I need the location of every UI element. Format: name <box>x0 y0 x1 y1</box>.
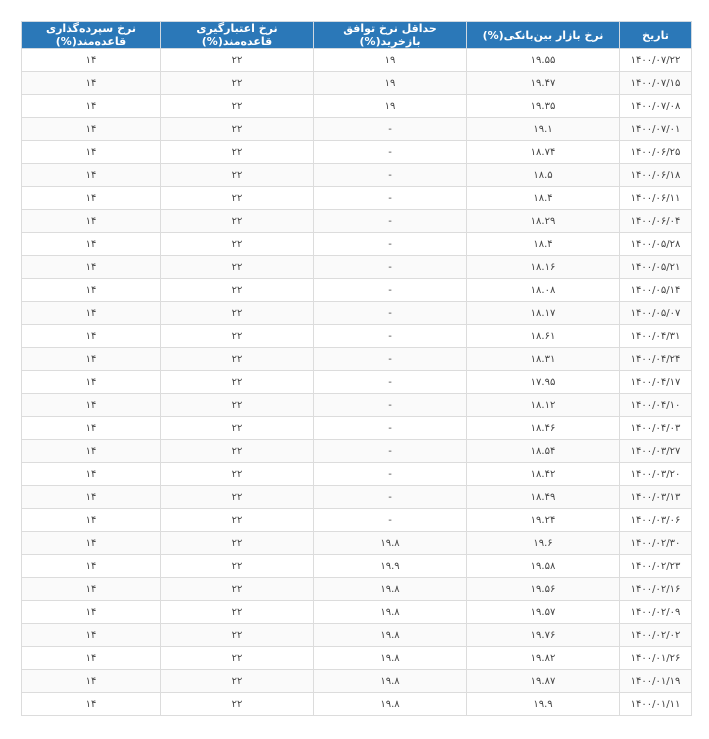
table-row <box>22 95 692 118</box>
cell-interbank-rate: ۱۷.۹۵ <box>467 371 620 394</box>
cell-credit-facility-rate: ۲۲ <box>161 141 314 164</box>
cell-date: ۱۴۰۰/۰۳/۲۷ <box>620 440 692 463</box>
cell-date: ۱۴۰۰/۰۶/۱۱ <box>620 187 692 210</box>
cell-interbank-rate: ۱۹.۸۲ <box>467 647 620 670</box>
table-body <box>22 49 692 716</box>
cell-min-repo-rate: ۱۹.۸ <box>314 578 467 601</box>
table-row <box>22 141 692 164</box>
cell-min-repo-rate: - <box>314 118 467 141</box>
table-row <box>22 440 692 463</box>
header-min-repo-rate[interactable]: حداقل نرخ توافق بازخرید(%) <box>314 22 467 49</box>
cell-interbank-rate: ۱۸.۳۱ <box>467 348 620 371</box>
cell-credit-facility-rate: ۲۲ <box>161 693 314 716</box>
cell-min-repo-rate: ۱۹.۹ <box>314 555 467 578</box>
table-row <box>22 233 692 256</box>
table-row <box>22 325 692 348</box>
table-row <box>22 601 692 624</box>
cell-min-repo-rate: ۱۹ <box>314 95 467 118</box>
cell-date: ۱۴۰۰/۰۱/۱۱ <box>620 693 692 716</box>
cell-deposit-facility-rate: ۱۴ <box>22 325 161 348</box>
cell-deposit-facility-rate: ۱۴ <box>22 371 161 394</box>
table-row <box>22 578 692 601</box>
cell-interbank-rate: ۱۹.۵۸ <box>467 555 620 578</box>
cell-credit-facility-rate: ۲۲ <box>161 233 314 256</box>
cell-date: ۱۴۰۰/۰۴/۲۴ <box>620 348 692 371</box>
cell-credit-facility-rate: ۲۲ <box>161 118 314 141</box>
cell-deposit-facility-rate: ۱۴ <box>22 486 161 509</box>
cell-date: ۱۴۰۰/۰۳/۱۳ <box>620 486 692 509</box>
table-row <box>22 49 692 72</box>
table-row <box>22 164 692 187</box>
cell-interbank-rate: ۱۸.۲۹ <box>467 210 620 233</box>
table-row <box>22 693 692 716</box>
cell-deposit-facility-rate: ۱۴ <box>22 348 161 371</box>
cell-deposit-facility-rate: ۱۴ <box>22 463 161 486</box>
cell-interbank-rate: ۱۸.۰۸ <box>467 279 620 302</box>
cell-deposit-facility-rate: ۱۴ <box>22 95 161 118</box>
cell-deposit-facility-rate: ۱۴ <box>22 647 161 670</box>
cell-credit-facility-rate: ۲۲ <box>161 670 314 693</box>
cell-interbank-rate: ۱۸.۴۶ <box>467 417 620 440</box>
cell-interbank-rate: ۱۹.۵۷ <box>467 601 620 624</box>
cell-credit-facility-rate: ۲۲ <box>161 624 314 647</box>
cell-credit-facility-rate: ۲۲ <box>161 210 314 233</box>
cell-date: ۱۴۰۰/۰۷/۰۸ <box>620 95 692 118</box>
cell-min-repo-rate: - <box>314 486 467 509</box>
cell-credit-facility-rate: ۲۲ <box>161 647 314 670</box>
cell-interbank-rate: ۱۹.۷۶ <box>467 624 620 647</box>
cell-date: ۱۴۰۰/۰۵/۰۷ <box>620 302 692 325</box>
cell-interbank-rate: ۱۹.۱ <box>467 118 620 141</box>
cell-interbank-rate: ۱۹.۲۴ <box>467 509 620 532</box>
rates-table-container <box>21 21 691 716</box>
cell-min-repo-rate: - <box>314 325 467 348</box>
cell-date: ۱۴۰۰/۰۴/۳۱ <box>620 325 692 348</box>
cell-credit-facility-rate: ۲۲ <box>161 72 314 95</box>
rates-table <box>21 21 692 716</box>
table-row <box>22 532 692 555</box>
cell-min-repo-rate: - <box>314 440 467 463</box>
header-date[interactable]: تاریخ <box>620 22 692 49</box>
cell-date: ۱۴۰۰/۰۴/۱۰ <box>620 394 692 417</box>
table-row <box>22 302 692 325</box>
cell-deposit-facility-rate: ۱۴ <box>22 578 161 601</box>
cell-credit-facility-rate: ۲۲ <box>161 279 314 302</box>
table-row <box>22 118 692 141</box>
cell-min-repo-rate: - <box>314 279 467 302</box>
cell-interbank-rate: ۱۹.۶ <box>467 532 620 555</box>
cell-credit-facility-rate: ۲۲ <box>161 302 314 325</box>
cell-date: ۱۴۰۰/۰۲/۰۲ <box>620 624 692 647</box>
table-row <box>22 417 692 440</box>
cell-date: ۱۴۰۰/۰۷/۲۲ <box>620 49 692 72</box>
table-row <box>22 463 692 486</box>
cell-credit-facility-rate: ۲۲ <box>161 578 314 601</box>
cell-min-repo-rate: - <box>314 394 467 417</box>
cell-deposit-facility-rate: ۱۴ <box>22 670 161 693</box>
cell-interbank-rate: ۱۸.۱۲ <box>467 394 620 417</box>
cell-date: ۱۴۰۰/۰۷/۱۵ <box>620 72 692 95</box>
cell-credit-facility-rate: ۲۲ <box>161 348 314 371</box>
table-row <box>22 256 692 279</box>
cell-deposit-facility-rate: ۱۴ <box>22 164 161 187</box>
table-row <box>22 348 692 371</box>
cell-date: ۱۴۰۰/۰۶/۲۵ <box>620 141 692 164</box>
cell-deposit-facility-rate: ۱۴ <box>22 509 161 532</box>
cell-min-repo-rate: ۱۹ <box>314 72 467 95</box>
cell-interbank-rate: ۱۸.۷۴ <box>467 141 620 164</box>
header-interbank-rate[interactable]: نرخ بازار بین‌بانکی(%) <box>467 22 620 49</box>
cell-credit-facility-rate: ۲۲ <box>161 532 314 555</box>
cell-credit-facility-rate: ۲۲ <box>161 95 314 118</box>
cell-interbank-rate: ۱۸.۴۹ <box>467 486 620 509</box>
table-row <box>22 509 692 532</box>
cell-deposit-facility-rate: ۱۴ <box>22 601 161 624</box>
cell-min-repo-rate: - <box>314 509 467 532</box>
cell-deposit-facility-rate: ۱۴ <box>22 693 161 716</box>
table-row <box>22 210 692 233</box>
cell-deposit-facility-rate: ۱۴ <box>22 49 161 72</box>
cell-deposit-facility-rate: ۱۴ <box>22 532 161 555</box>
cell-min-repo-rate: ۱۹.۸ <box>314 624 467 647</box>
cell-interbank-rate: ۱۹.۴۷ <box>467 72 620 95</box>
cell-deposit-facility-rate: ۱۴ <box>22 210 161 233</box>
cell-min-repo-rate: - <box>314 256 467 279</box>
cell-date: ۱۴۰۰/۰۱/۲۶ <box>620 647 692 670</box>
cell-min-repo-rate: - <box>314 302 467 325</box>
cell-credit-facility-rate: ۲۲ <box>161 440 314 463</box>
cell-min-repo-rate: ۱۹.۸ <box>314 601 467 624</box>
table-row <box>22 624 692 647</box>
cell-credit-facility-rate: ۲۲ <box>161 371 314 394</box>
cell-date: ۱۴۰۰/۰۷/۰۱ <box>620 118 692 141</box>
cell-min-repo-rate: - <box>314 164 467 187</box>
cell-credit-facility-rate: ۲۲ <box>161 601 314 624</box>
cell-deposit-facility-rate: ۱۴ <box>22 233 161 256</box>
cell-deposit-facility-rate: ۱۴ <box>22 302 161 325</box>
cell-interbank-rate: ۱۸.۱۶ <box>467 256 620 279</box>
cell-date: ۱۴۰۰/۰۴/۰۳ <box>620 417 692 440</box>
cell-deposit-facility-rate: ۱۴ <box>22 256 161 279</box>
cell-interbank-rate: ۱۸.۴ <box>467 187 620 210</box>
cell-date: ۱۴۰۰/۰۴/۱۷ <box>620 371 692 394</box>
cell-date: ۱۴۰۰/۰۵/۲۱ <box>620 256 692 279</box>
cell-credit-facility-rate: ۲۲ <box>161 463 314 486</box>
cell-credit-facility-rate: ۲۲ <box>161 49 314 72</box>
cell-credit-facility-rate: ۲۲ <box>161 417 314 440</box>
table-row <box>22 371 692 394</box>
cell-min-repo-rate: - <box>314 417 467 440</box>
cell-credit-facility-rate: ۲۲ <box>161 486 314 509</box>
cell-credit-facility-rate: ۲۲ <box>161 325 314 348</box>
cell-credit-facility-rate: ۲۲ <box>161 394 314 417</box>
cell-min-repo-rate: ۱۹ <box>314 49 467 72</box>
table-row <box>22 394 692 417</box>
cell-deposit-facility-rate: ۱۴ <box>22 141 161 164</box>
cell-date: ۱۴۰۰/۰۲/۲۳ <box>620 555 692 578</box>
cell-min-repo-rate: ۱۹.۸ <box>314 693 467 716</box>
cell-min-repo-rate: - <box>314 348 467 371</box>
cell-min-repo-rate: - <box>314 187 467 210</box>
table-row <box>22 555 692 578</box>
table-row <box>22 187 692 210</box>
cell-min-repo-rate: - <box>314 210 467 233</box>
cell-interbank-rate: ۱۸.۵ <box>467 164 620 187</box>
cell-date: ۱۴۰۰/۰۶/۰۴ <box>620 210 692 233</box>
cell-interbank-rate: ۱۹.۳۵ <box>467 95 620 118</box>
table-row <box>22 279 692 302</box>
cell-interbank-rate: ۱۸.۱۷ <box>467 302 620 325</box>
cell-date: ۱۴۰۰/۰۲/۱۶ <box>620 578 692 601</box>
cell-deposit-facility-rate: ۱۴ <box>22 417 161 440</box>
cell-date: ۱۴۰۰/۰۳/۰۶ <box>620 509 692 532</box>
cell-min-repo-rate: - <box>314 463 467 486</box>
cell-interbank-rate: ۱۸.۴ <box>467 233 620 256</box>
table-row <box>22 72 692 95</box>
header-credit-facility-rate[interactable]: نرخ اعتبارگیری قاعده‌مند(%) <box>161 22 314 49</box>
cell-deposit-facility-rate: ۱۴ <box>22 394 161 417</box>
cell-deposit-facility-rate: ۱۴ <box>22 279 161 302</box>
cell-credit-facility-rate: ۲۲ <box>161 187 314 210</box>
cell-date: ۱۴۰۰/۰۵/۱۴ <box>620 279 692 302</box>
cell-min-repo-rate: ۱۹.۸ <box>314 670 467 693</box>
cell-date: ۱۴۰۰/۰۱/۱۹ <box>620 670 692 693</box>
cell-credit-facility-rate: ۲۲ <box>161 555 314 578</box>
table-row <box>22 647 692 670</box>
cell-interbank-rate: ۱۹.۵۶ <box>467 578 620 601</box>
cell-deposit-facility-rate: ۱۴ <box>22 440 161 463</box>
cell-deposit-facility-rate: ۱۴ <box>22 555 161 578</box>
cell-deposit-facility-rate: ۱۴ <box>22 624 161 647</box>
table-row <box>22 486 692 509</box>
cell-deposit-facility-rate: ۱۴ <box>22 187 161 210</box>
cell-interbank-rate: ۱۸.۴۲ <box>467 463 620 486</box>
cell-min-repo-rate: - <box>314 233 467 256</box>
cell-credit-facility-rate: ۲۲ <box>161 164 314 187</box>
cell-deposit-facility-rate: ۱۴ <box>22 118 161 141</box>
cell-deposit-facility-rate: ۱۴ <box>22 72 161 95</box>
cell-credit-facility-rate: ۲۲ <box>161 256 314 279</box>
cell-credit-facility-rate: ۲۲ <box>161 509 314 532</box>
cell-min-repo-rate: - <box>314 141 467 164</box>
cell-date: ۱۴۰۰/۰۲/۳۰ <box>620 532 692 555</box>
cell-interbank-rate: ۱۹.۵۵ <box>467 49 620 72</box>
header-deposit-facility-rate[interactable]: نرخ سپرده‌گذاری قاعده‌مند(%) <box>22 22 161 49</box>
header-row <box>22 22 692 49</box>
cell-min-repo-rate: - <box>314 371 467 394</box>
cell-interbank-rate: ۱۸.۶۱ <box>467 325 620 348</box>
cell-interbank-rate: ۱۸.۵۴ <box>467 440 620 463</box>
cell-date: ۱۴۰۰/۰۶/۱۸ <box>620 164 692 187</box>
cell-date: ۱۴۰۰/۰۲/۰۹ <box>620 601 692 624</box>
cell-date: ۱۴۰۰/۰۵/۲۸ <box>620 233 692 256</box>
cell-date: ۱۴۰۰/۰۳/۲۰ <box>620 463 692 486</box>
table-row <box>22 670 692 693</box>
cell-interbank-rate: ۱۹.۸۷ <box>467 670 620 693</box>
cell-min-repo-rate: ۱۹.۸ <box>314 647 467 670</box>
cell-interbank-rate: ۱۹.۹ <box>467 693 620 716</box>
cell-min-repo-rate: ۱۹.۸ <box>314 532 467 555</box>
